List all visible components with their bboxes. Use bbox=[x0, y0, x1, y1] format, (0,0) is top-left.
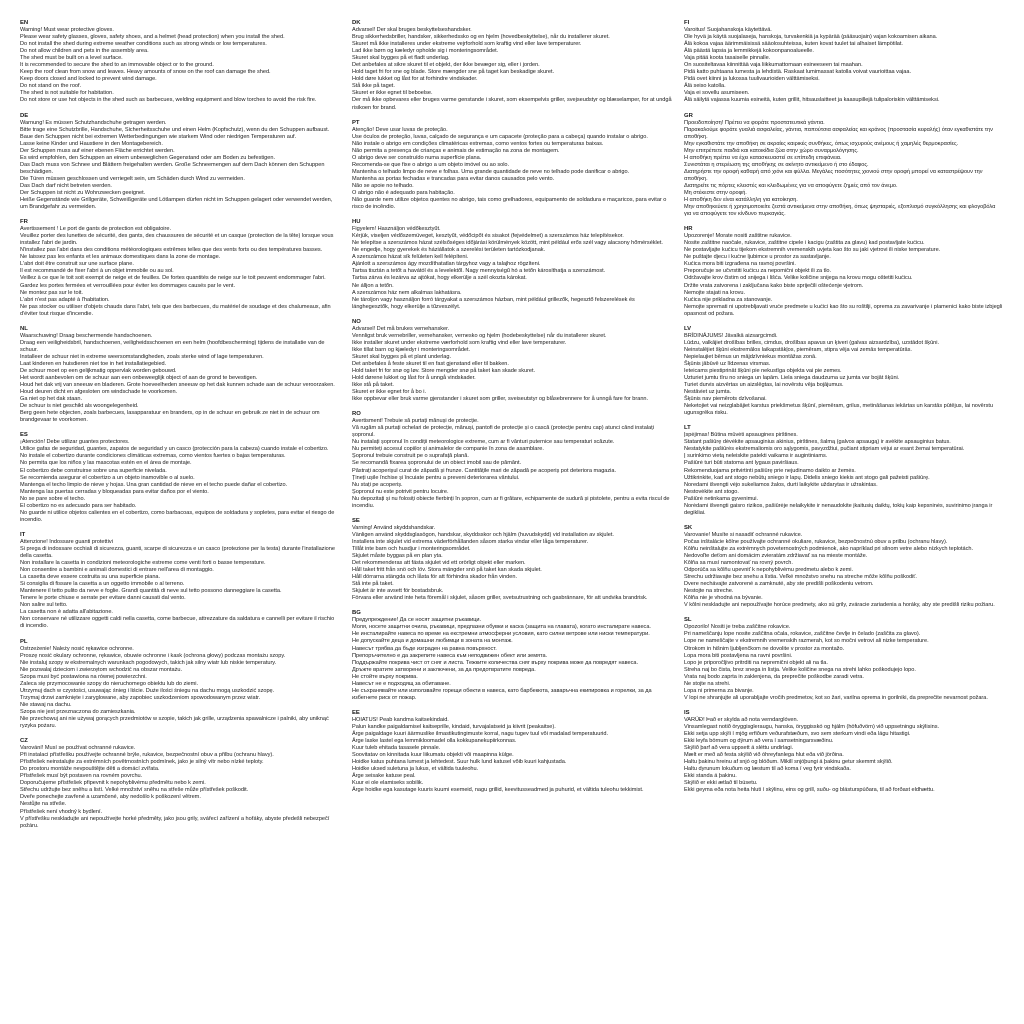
language-section-gr bbox=[684, 113, 1004, 219]
language-code: NL bbox=[20, 325, 28, 332]
language-code: DE bbox=[20, 112, 29, 119]
warning-text: Varning! Använd skyddshandskar. Vänligen använd skyddsglasögon, handskar, skyddsskor och hjälm (huvudskydd) vid installation av skjulet. Installera inte skjulet vid extrema väderförhållanden såsom starka vindar eller låga temperaturer. Tillåt inte barn och husdjur i monteringsområdet. Skjulet måste byggas på en plan yta. Det rekommenderas att fästa skjulet vid ett orörligt objekt eller marken. Håll taket fritt från snö och löv. Stora mängder snö på taket kan skada skjulet. Håll dörrarna stängda och låsta för att förhindra skador från vinden. Stå inte på taket. Skjulet är inte avsett för bostadsbruk. Förvara eller använd inte heta föremål i skjulet, såsom griller, svetsutrustning och gasbrännare, för att undvika brandrisk. bbox=[352, 524, 648, 602]
language-code: NO bbox=[352, 318, 361, 325]
warning-text: Advarsel! Der skal bruges beskyttelseshandsker. Brug sikkerhedsbriller, handsker, sikkerhedssko og en hjelm (hovedbeskyttelse), når du installerer skuret. Skuret må ikke installeres under ekstreme vejrforhold som kraftig vind eller lave temperaturer. Lad ikke børn og kæledyr opholde sig i monteringsområdet. Skuret skal bygges på et fladt underlag. Det anbefales at sikre skuret til et objekt, der ikke bevæger sig, eller i jorden. Hold taget fri for sne og blade. Store mængder sne på taget kan beskadige skuret. Hold døre lukket og låst for at forhindre vindskader. Stå ikke på taget. Skuret er ikke egnet til beboelse. Der må ikke opbevares eller bruges varme genstande i skuret, som eksempelvis griller, svejseudstyr og blæselamper, for at undgå risikoen for brand. bbox=[352, 27, 672, 111]
warning-text: Upozorenje! Morate nositi zaštitne rukavice. Nosite zaštitne naočale, rukavice, zaštitne cipele i kacigu (zaštita za glavu) kad postavljate kućicu. Ne postavljajte kućicu tijekom ekstremnih vremenskih uvjeta kao što su jaki vjetrovi ili niske temperature. Ne puštajte djecu i kućne ljubimce u prostor za sastavljanje. Kućica mora biti izgrađena na ravnoj površini. Preporučuje se učvrstiti kućicu za nepomični objekt ili za tlo. Održavajte krov čistim od snijega i lišća. Velike količine snijega na krovu mogu oštetiti kućicu. Držite vrata zatvorena i zaključana kako biste spriječili oštećenje vjetrom. Nemojte stajati na krovu. Kućica nije prikladna za stanovanje. Nemojte spremati ni upotrebljavati vruće predmete u kućici kao što su roštilji, oprema za zavarivanje i plamenici kako biste izbjegli opasnost od požara. bbox=[684, 233, 1003, 317]
language-code: PL bbox=[20, 638, 28, 645]
warning-text: Opozorilo! Nositi je treba zaščitne rokavice. Pri nameščanju lope nosite zaščitna očala, rokavice, zaščitne čevlje in čelado (zaščita za glavo). Lope ne nameščajte v ekstremnih vremenskih razmerah, kot so močni vetrovi ali nizke temperature. Otrokom in hišnim ljubljenčkom ne dovolite v prostor za montažo. Lopa mora biti postavljena na ravni površini. Lopo je priporočljivo pritrditi na nepremični objekt ali na tla. Streha naj bo čista, brez snega in listja. Velike količine snega na strehi lahko poškodujejo lopo. Vrata naj bodo zaprta in zaklenjena, da preprečite poškodbe zaradi vetra. Ne stojte na strehi. Lopa ni primerna za bivanje. V lopi ne shranjujte ali uporabljajte vročih predmetov, kot so žari, varilna oprema in gorilniki, da preprečite nevarnost požara. bbox=[684, 624, 988, 701]
language-section-no bbox=[352, 319, 672, 404]
language-code: GR bbox=[684, 112, 693, 119]
warning-text: ¡Atención! Debe utilizar guantes protectores. Utilice gafas de seguridad, guantes, zapatos de seguridad y un casco (protección para la cabeza) cuando instale el cobertizo. No instale el cobertizo durante condiciones climáticas extremas, como vientos fuertes o bajas temperaturas. No permita que los niños y las mascotas estén en el área de montaje. El cobertizo debe construirse sobre una superficie nivelada. Se recomienda asegurar el cobertizo a un objeto inamovible o al suelo. Mantenga el techo limpio de nieve y hojas. Una gran cantidad de nieve en el techo puede dañar el cobertizo. Mantenga las puertas cerradas y bloqueadas para evitar daños por el viento. No se pare sobre el techo. El cobertizo no es adecuado para ser habitado. No guarde ni utilice objetos calientes en el cobertizo, como barbacoas, equipos de soldadura y sopletes, para evitar el riesgo de incendio. bbox=[20, 439, 335, 523]
language-code: LV bbox=[684, 325, 692, 332]
language-section-it bbox=[20, 532, 340, 631]
language-section-fr bbox=[20, 219, 340, 318]
language-section-hr bbox=[684, 226, 1004, 318]
language-code: EE bbox=[352, 709, 360, 716]
language-code: ES bbox=[20, 432, 28, 439]
language-section-es bbox=[20, 432, 340, 524]
warning-text: HOIATUS! Peab kandma kaitsekindaid. Palun kandke paigaldamisel kaitseprille, kindaid, turvajalatseid ja kiivrit (peakaitse). Ärge paigaldage kuuri äärmuslike ilmastikutingimuste korral, nagu tugev tuul või madalad temperatuurid. Ärge laske lastel ega lemmikloomadel olla kokkupanekupiirkonnas. Kuur tuleb ehitada tasasele pinnale. Soovitatav on kinnitada kuur liikumatu objekti või maapinna külge. Hoidke katus puhtana lumest ja lehtedest. Suur hulk lund katusel võib kuuri kahjustada. Hoidke uksed suletuna ja lukus, et vältida tuuleohu. Ärge seisake katuse peal. Kuur ei ole elamiseks sobilik. Ärge hoidke ega kasutage kuuris kuumi esemeid, nagu grillid, keevitusseadmed ja puhurid, et vältida tuleohu tekkimist. bbox=[352, 716, 644, 794]
language-code: IT bbox=[20, 531, 26, 538]
warning-text: Warnung! Es müssen Schutzhandschuhe getragen werden. Bitte trage eine Schutzbrille, Handschuhe, Sicherheitsschuhe und einen Helm (Kopfschutz), wenn du den Schuppen aufbaust. Baue den Schuppen nicht bei extremen Wetterbedingungen wie starkem Wind oder niedrigen Temperaturen auf. Lasse keine Kinder und Haustiere in den Montagebereich. Der Schuppen muss auf einer ebenen Fläche errichtet werden. Es wird empfohlen, den Schuppen an einem unbeweglichen Gegenstand oder am Boden zu befestigen. Das Dach muss von Schnee und Blättern freigehalten werden. Große Schneemengen auf dem Dach können den Schuppen beschädigen. Die Türen müssen geschlossen und verriegelt sein, um Schäden durch Wind zu vermeiden. Das Dach darf nicht betreten werden. Der Schuppen ist nicht zu Wohnzwecken geeignet. Heiße Gegenstände wie Grillgeräte, Schweißgeräte und Lötlampen dürfen nicht im Schuppen gelagert oder verwendet werden, um Brandgefahr zu vermeiden. bbox=[20, 119, 333, 211]
warning-text: Avertissement ! Le port de gants de protection est obligatoire. Veuillez porter des lunettes de sécurité, des gants, des chaussures de sécurité et un casque (protection de la tête) lorsque vous installez l'abri de jardin. N'installez pas l'abri dans des conditions météorologiques extrêmes telles que des vents forts ou des températures basses. Ne laissez pas les enfants et les animaux domestiques dans la zone de montage. L'abri doit être construit sur une surface plane. Il est recommandé de fixer l'abri à un objet immobile ou au sol. Veillez à ce que le toit soit exempt de neige et de feuilles. De fortes quantités de neige sur le toit peuvent endommager l'abri. Gardez les portes fermées et verrouillées pour éviter les dommages causés par le vent. Ne montez pas sur le toit. L'abri n'est pas adapté à l'habitation. Ne pas stocker ou utiliser d'objets chauds dans l'abri, tels que des barbecues, du matériel de soudage et des chalumeaux, afin d'éviter tout risque d'incendie. bbox=[20, 226, 334, 317]
language-code: FR bbox=[20, 219, 28, 226]
language-code: BG bbox=[352, 610, 361, 617]
language-section-ro bbox=[352, 411, 672, 510]
warning-text: Advarsel! Det må brukes vernehansker. Vennligst bruk vernebriller, vernehansker, vernesko og hjelm (hodebeskyttelse) når du installerer skuret. Ikke installer skuret under ekstreme værforhold som kraftig vind eller lave temperaturer. Ikke tillat barn og kjæledyr i monteringsområdet. Skuret skal bygges på et plant underlag. Det anbefales å feste skuret til en fast gjenstand eller til bakken. Hold taket fri for snø og løv. Store mengder snø på taket kan skade skuret. Hold dørene lukket og låst for å unngå vindskader. Ikke stå på taket. Skuret er ikke egnet for å bo i. Ikke oppbevar eller bruk varme gjenstander i skuret som griller, sveiseutstyr og blåsebrennere for å unngå fare for brann. bbox=[352, 325, 649, 403]
language-section-sk bbox=[684, 525, 1004, 610]
warning-text: Figyelem! Használjon védőkesztyűt. Kérjük, viseljen védőszemüveget, kesztyűt, védőcipőt és sisakot (fejvédelmet) a szerszámos ház telepítésekor. Ne telepítse a szerszámos házat szélsőséges időjárási körülmények között, mint például erős szél vagy alacsony hőmérséklet. Ne engedje, hogy gyerekek és háziállatok a szerelési területen tartózkodjanak. A szerszámos házat sík felületen kell felépíteni. Ajánlott a szerszámos ágy mozdíthatatlan tárgyhoz vagy a talajhoz rögzíteni. Tartsa tisztán a tetőt a havától és a levelektől. Nagy mennyiségű hó a tetőn károsíthatja a szerszámost. Tartsa zárva és lezárva az ajtókat, hogy elkerülje a szél okozta károkat. Ne álljon a tetőn. A szerszámos ház nem alkalmas lakhatásra. Ne tároljon vagy használjon forró tárgyakat a szerszámos házban, mint például grillezők, hegesztő felszerelések és lánghegesztők, hogy elkerülje a tűzveszélyt. bbox=[352, 226, 663, 310]
warning-text: Waarschuwing! Draag beschermende handschoenen. Draag een veiligheidsbril, handschoenen, veiligheidsschoenen en een helm (hoofdbescherming) tijdens de installatie van de schuur. Installeer de schuur niet in extreme weersomstandigheden, zoals sterke wind of lage temperaturen. Laat kinderen en huisdieren niet toe in het installatiegebied. De schuur moet op een gelijkmatig oppervlak worden gebouwd. Het wordt aanbevolen om de schuur aan een onbeweeglijk object of aan de grond te bevestigen. Houd het dak vrij van sneeuw en bladeren. Grote hoeveelheden sneeuw op het dak kunnen schade aan de schuur veroorzaken. Houd deuren dicht en afgesloten om windschade te voorkomen. Ga niet op het dak staan. De schuur is niet geschikt als woongelegenheid. Berg geen hete objecten, zoals barbecues, lasapparatuur en branders, op in de schuur en gebruik ze niet in de schuur om brandgevaar te voorkomen. bbox=[20, 332, 335, 424]
language-code: SL bbox=[684, 617, 692, 624]
language-section-fi bbox=[684, 20, 1004, 105]
language-code: PT bbox=[352, 119, 360, 126]
language-section-pl bbox=[20, 639, 340, 731]
column-3 bbox=[684, 20, 1004, 1014]
language-code: SK bbox=[684, 524, 693, 531]
warning-text: Avertisment! Trebuie să purtați mănuși de protecție. Vă rugăm să purtați ochelari de protecție, mănuși, pantofi de protecție și o cască (protecție pentru cap) atunci când instalați șopronul. Nu instalați șopronul în condiții meteorologice extreme, cum ar fi vânturi puternice sau temperaturi scăzute. Nu permiteți accesul copiilor și animalelor de companie în zona de asamblare. Șopronul trebuie construit pe o suprafață plană. Se recomandă fixarea șopronului de un obiect imobil sau de pământ. Păstrați acoperișul curat de zăpadă și frunze. Cantitățile mari de zăpadă pe acoperiș pot deteriora magazia. Țineți ușile închise și încuiate pentru a preveni deteriorarea vântului. Nu stați pe acoperiș. Șopronul nu este potrivit pentru locuire. Nu depozitați și nu folosiți obiecte fierbinți în șopron, cum ar fi grătare, echipamente de sudură și pistolete, pentru a evita riscul de incendiu. bbox=[352, 418, 670, 509]
language-section-sl bbox=[684, 617, 1004, 702]
column-2 bbox=[352, 20, 672, 1014]
language-code: HU bbox=[352, 219, 361, 226]
column-1 bbox=[20, 20, 340, 1014]
language-code: RO bbox=[352, 411, 361, 418]
warning-text: Предупреждение! Да се носят защитни ръкавици. Моля, носете защитни очила, ръкавици, предпазни обувки и каска (защита на главата), когато инсталирате навеса. Не инсталирайте навеса по време на екстремни атмосферни условия, като силни ветрове или ниски температури. Не допускайте деца и домашни любимци в зоната на монтаж. Навесът трябва да бъде изграден на равна повърхност. Препоръчително е да закрепите навеса към неподвижен обект или земята. Поддържайте покрива чист от сняг и листа. Тежките количества сняг върху покрива може да повредят навеса. Дръжте вратите затворени и заключени, за да предотвратите повреда. Не стойте върху покрива. Навесът не е подходящ за обитаване. Не съхранявайте или използвайте горещи обекти в навеса, като барбекюта, заваръчна екипировка и горелки, за да избегнете риск от пожар. bbox=[352, 617, 652, 701]
warning-text: Warning! Must wear protective gloves. Please wear safety glasses, gloves, safety shoes, and a helmet (head protection) when you install the shed. Do not install the shed during extreme weather conditions such as strong winds or low temperatures. Do not allow children and pets in the assembly area. The shed must be built on a level surface. It is recommended to secure the shed to an immovable object or to the ground. Keep the roof clean from snow and leaves. Heavy amounts of snow on the roof can damage the shed. Keep doors closed and locked to prevent wind damage. Do not stand on the roof. The shed is not suitable for habitation. Do not store or use hot objects in the shed such as barbecues, welding equipment and blow torches to avoid the risk fire. bbox=[20, 27, 317, 104]
language-section-pt bbox=[352, 120, 672, 212]
language-section-bg bbox=[352, 610, 672, 702]
language-code: CZ bbox=[20, 738, 28, 745]
language-section-nl bbox=[20, 326, 340, 425]
warning-text: Atenção! Deve usar luvas de proteção. Use óculos de proteção, luvas, calçado de segurança e um capacete (proteção para a cabeça) quando instalar o abrigo. Não instale o abrigo em condições climatéricas extremas, como ventos fortes ou temperaturas baixas. Não permita a presença de crianças e animais de estimação na zona de montagem. O abrigo deve ser construído numa superfície plana. Recomenda-se que fixe o abrigo a um objeto imóvel ou ao solo. Mantenha o telhado limpo de neve e folhas. Uma grande quantidade de neve no telhado pode danificar o abrigo. Mantenha as portas fechadas e trancadas para evitar danos causados pelo vento. Não se apoie no telhado. O abrigo não é adequado para habitação. Não guarde nem utilize objetos quentes no abrigo, tais como grelhadores, equipamento de soldadura e maçaricos, para evitar o risco de incêndio. bbox=[352, 126, 667, 211]
warning-text: BRĪDINĀJUMS! Jāvalkā aizsargcimdi. Lūdzu, valkājiet drošības brilles, cimdus, drošības apavus un ķiveri (galvas aizsardzība), uzstādot šķūni. Neinstalējiet šķūni ekstremālos laikapstākļos, piemēram, stipra vēja vai zemās temperatūrās. Nepielaujiet bērnus un mājdzīvniekus montāžas zonā. Šķūnis jābūvē uz līdzenas virsmas. Ieteicams piestiprināt šķūni pie nekustīga objekta vai pie zemes. Uzturiet jumtu tīru no sniega un lapām. Liela sniega daudzuma uz jumta var bojāt šķūni. Turiet durvis aizvērtas un aizslēgtas, lai novērstu vēja bojājumus. Nestāviet uz jumta. Šķūnis nav piemērots dzīvošanai. Neketojiet vai neizglabājiet karstus priekšmetus šķūnī, piemēram, grilus, metināšanas iekārtas un karstās pūtējus, lai novērstu ugunsgrēka risku. bbox=[684, 332, 993, 417]
warning-text: Attenzione! Indossare guanti protettivi Si prega di indossare occhiali di sicurezza, guanti, scarpe di sicurezza e un casco (protezione per la testa) durante l'installazione della casetta. Non installare la casetta in condizioni meteorologiche estreme come venti forti o basse temperature. Non consentire a bambini e animali domestici di entrare nell'area di montaggio. La casetta deve essere costruita su una superficie piana. Si consiglia di fissare la casetta a un oggetto immobile o al terreno. Mantenere il tetto pulito da neve e foglie. Grandi quantità di neve sul tetto possono danneggiare la casetta. Tenere le porte chiuse e serrate per evitare danni causati dal vento. Non salire sul tetto. La casetta non è adatta all'abitazione. Non conservare né utilizzare oggetti caldi nella casetta, come barbecue, attrezzature da saldatura e cannelli per evitare il rischio di incendio. bbox=[20, 538, 335, 630]
language-code: IS bbox=[684, 709, 690, 716]
language-section-se bbox=[352, 518, 672, 603]
language-section-cz bbox=[20, 738, 340, 830]
language-section-de bbox=[20, 113, 340, 212]
language-code: SE bbox=[352, 517, 360, 524]
language-section-hu bbox=[352, 219, 672, 311]
warning-text: Įspėjimas! Būtina mūvėti apsaugines pirštines. Statant pašiūrę dėvėkite apsauginius akinius, pirštines, šalmą (galvos apsaugą) ir avėkite apsauginius batus. Nestatykite pašiūrės ekstremaliomis oro sąlygomis, pavyzdžiui, pučiant stipriam vėjui ar esant žemai temperatūrai. Į surinkimo vietą neleiskite patekti vaikams ir augintiniams. Pašiūrė turi būti statoma ant lygaus paviršiaus. Rekomenduojama pritvirtinti pašiūrę prie nejudinamo daikto ar žemės. Užtikrinkite, kad ant stogo nebūtų sniego ir lapų. Didelis sniego kiekis ant stogo gali pažeisti pašiūrę. Noredami išvengti vėjo sukeliamos žalos, durti laikykite uždarytas ir užrakintas. Nestovėkite ant stogo. Pašiūrė netinkama gyvenimui. Norėdami išvengti gaisro rizikos, pašiūrėje nelaikykite ir nenaudokite įkaitusių daiktų, tokių kaip kepsninės, suvirinimo įranga ir degikliai. bbox=[684, 432, 993, 516]
language-section-en bbox=[20, 20, 340, 105]
language-code: DK bbox=[352, 20, 361, 26]
warning-text: Ostrzeżenie! Należy nosić rękawice ochronne. Proszę nosić okulary ochronne, rękawice, obuwie ochronne i kask (ochrona głowy) podczas montażu szopy. Nie instaluj szopy w ekstremalnych warunkach pogodowych, takich jak silny wiatr lub niskie temperatury. Nie pozwalaj dzieciom i zwierzętom wchodzić na obszar montażu. Szopa musi być postawiona na równej powierzchni. Zaleca się przymocowanie szopy do nieruchomego obiektu lub do ziemi. Utrzymuj dach w czystości, usuwając śnieg i liście. Duże ilości śniegu na dachu mogą uszkodzić szopę. Trzymaj drzwi zamknięte i zaryglowane, aby zapobiec uszkodzeniom spowodowanym przez wiatr. Nie stawaj na dachu. Szopa nie jest przeznaczona do zamieszkania. Nie przechowuj ani nie używaj gorących przedmiotów w szopie, takich jak grille, urządzenia spawalnicze i palniki, aby uniknąć ryzyka pożaru. bbox=[20, 645, 329, 730]
warning-text: VARÚÐ! Það er skylda að nota verndarglóven. Vinsamlegast notið öryggisgleraugu, hanska, öryggisskó og hjálm (höfuðvörn) við uppsetningu skýlisins. Ekki setja upp skýli í mjög erfiðum veðurafstæðum, svo sem sterkum vindi eða lágu hitastigi. Ekki leyfa börnum og dýrum að vera í samsetningarsvæðinu. Skýlið þarf að vera uppsett á sléttu undirlagi. Mælt er með að festa skýlið við óhreyfanlega hlut eða við jörðina. Haltu þakinu hreinu af snjó og blöðum. Mikill snjóþungi á þakinu getur skemmt skýlið. Haltu dyrunum lokuðum og læstum til að koma í veg fyrir vindskaða. Ekki standa á þakinu. Skýlið er ekki ætlað til búsetu. Ekki geyma eða nota heita hluti í skýlinu, eins og grill, suðu- og blásturspúðara, til að forðast eldhættu. bbox=[684, 716, 940, 794]
language-section-ee bbox=[352, 710, 672, 795]
language-section-lt bbox=[684, 425, 1004, 517]
language-code: HR bbox=[684, 226, 693, 233]
language-code: EN bbox=[20, 20, 29, 26]
warning-text: Προειδοποίηση! Πρέπει να φοράτε προστατευτικά γάντια. Παρακαλούμε φοράτε γυαλιά ασφαλείας, γάντια, παπούτσια ασφαλείας και κράνος (προστασία κεφαλής) όταν εγκαθιστάτε την αποθήκη. Μην εγκαθιστάτε την αποθήκη σε ακραίες καιρικές συνθήκες, όπως ισχυρούς ανέμους ή χαμηλές θερμοκρασίες. Μην επιτρέπετε παιδιά και κατοικίδια ζώα στην χώρο συναρμολόγησης. Η αποθήκη πρέπει να έχει κατασκευαστεί σε επίπεδη επιφάνεια. Συνιστάται η στερέωση της αποθήκης σε ακίνητο αντικείμενο ή στο έδαφος. Διατηρήστε την οροφή καθαρή από χιόνι και φύλλα. Μεγάλες ποσότητες χιονιού στην οροφή μπορεί να καταστρέψουν την αποθήκη. Διατηρείτε τις πόρτες κλειστές και κλειδωμένες για να αποφύγετε ζημιές από τον άνεμο. Μη στέκεστε στην οροφή. Η αποθήκη δεν είναι κατάλληλη για κατοίκηση. Μην αποθηκεύετε ή χρησιμοποιείτε ζεστά αντικείμενα στην αποθήκη, όπως ψησταριές, εξοπλισμό συγκόλλησης και φλογοβόλα για να αποφύγετε τον κίνδυνο πυρκαγιάς. bbox=[684, 119, 996, 218]
language-section-is bbox=[684, 710, 1004, 795]
warning-text: Varoitus! Suojahanskoja käytettävä. Ole hyvä ja käytä suojalaseja, hanskoja, turvakenkiä ja kypärää (pääsuojain) vajan kokoamisen aikana. Älä kokoa vajaa äärimmäisissä sääolosuhteissa, kuten kovat tuulet tai alhaiset lämpötilat. Älä päästä lapsia ja lemmikkejä kokoonpanoalueelle. Vaja pitää koota tasaiselle pinnalle. On suositeltavaa kiinnittää vaja liikkumattomaan esineeseen tai maahan. Pidä katto puhtaana lumesta ja lehdistä. Raskaat lumimassat katolla voivat vaurioittaa vajaa. Pidä ovet kiinni ja lukossa tuulivaurioiden välttämiseksi. Älä seiso katolla. Vaja ei sovellu asumiseen. Älä säilytä vajassa kuumia esineitä, kuten grillit, hitsauslaitteet ja kaasupillejä tulipaloriskin välttämiseksi. bbox=[684, 27, 940, 104]
language-section-dk bbox=[352, 20, 672, 112]
warning-text: Varování! Musí se používat ochranné rukavice. Při instalaci přístřešku používejte ochranné brýle, rukavice, bezpečnostní obuv a přilbu (ochranu hlavy). Přístřešek neinstalujte za extrémních povětrnostních podmínek, jako je silný vítr nebo nízké teploty. Do prostoru montáže nevpouštějte děti a domácí zvířata. Přístřešek musí být postaven na rovném povrchu. Doporučujeme přístřešek připevnit k nepohyblivému předmětu nebo k zemi. Střechu udržujte bez sněhu a listí. Velké množství sněhu na střeše může přístřešek poškodit. Dveře ponechejte zavřené a uzamčené, aby nedošlo k poškození větrem. Nestůjte na střeše. Přístřešek není vhodný k bydlení. V přístřešku neskladujte ani nepoužívejte horké předměty, jako jsou grily, svářecí zařízení a hořáky, abyste předešli nebezpečí požáru. bbox=[20, 745, 330, 829]
language-code: LT bbox=[684, 425, 691, 432]
language-code: FI bbox=[684, 20, 690, 26]
language-section-lv bbox=[684, 326, 1004, 418]
warning-text: Varovanie! Musíte si nasadiť ochranné rukavice. Počas inštalácie kôlne používajte ochranné okuliare, rukavice, bezpečnostnú obuv a prilbu (ochranu hlavy). Kôlňu neinštalujte za extrémnych poveternostných podmienok, ako napríklad pri silnom vetre alebo nízkych teplotách. Nedovoľte deťom ani domácim zvieratám zdržiavať sa na mieste montáže. Kôlňa sa musí namontovať na rovný povrch. Odporúča sa kôlňu upevniť k nepohyblivému predmetu alebo k zemi. Strechu udržiavajte bez snehu a lístia. Veľké množstvo snehu na streche môže kôlňu poškodiť. Dvere nechávajte zatvorené a zamknuté, aby ste predišli poškodeniu vetrom. Nestojte na streche. Kôlňa nie je vhodná na bývanie. V kôlni neskladujte ani nepoužívajte horúce predmety, ako sú grily, zváracie zariadenia a horáky, aby ste predišli riziku požiaru. bbox=[684, 531, 995, 609]
